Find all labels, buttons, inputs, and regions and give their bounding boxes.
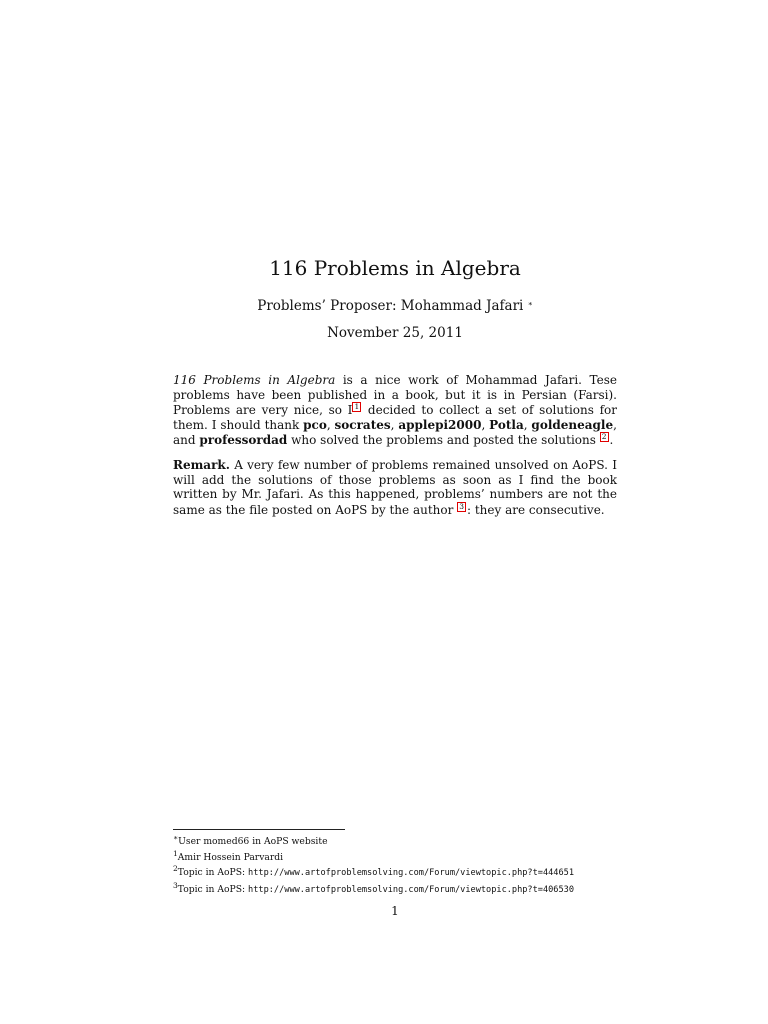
footnote-mark: 1	[173, 848, 178, 858]
thanks-user-3: applepi2000	[398, 417, 482, 432]
separator: ,	[481, 417, 490, 432]
document-title: 116 Problems in Algebra	[269, 256, 521, 280]
thanks-user-2: socrates	[334, 417, 391, 432]
separator: , and	[173, 417, 617, 448]
page-number: 1	[391, 904, 399, 918]
thanks-user-4: Potla	[489, 417, 524, 432]
footnote-ref-3[interactable]: 3	[459, 501, 464, 511]
author-line	[0, 298, 768, 314]
footnote-ref-1[interactable]: 1	[354, 402, 360, 412]
footnote-item	[173, 848, 633, 864]
thanks-user-1: pco	[303, 417, 327, 432]
author-name: Problems’ Proposer: Mohammad Jafari	[257, 298, 524, 314]
separator: ,	[523, 417, 532, 432]
separator: ,	[390, 417, 399, 432]
footnotes	[173, 832, 633, 896]
thanks-user-6: professordad	[199, 433, 288, 448]
intro-text-c: who solved the problems and posted the solutions	[287, 433, 596, 448]
footnote-mark: 2	[173, 864, 178, 873]
footnote-text: Topic in AoPS:	[177, 867, 249, 878]
thanks-user-5: goldeneagle	[531, 417, 614, 432]
footnote-url-link[interactable]: http://www.artofproblemsolving.com/Forum/viewtopic.php?t=444651	[248, 868, 575, 878]
remark-label: Remark.	[173, 458, 230, 472]
footnote-text: Topic in AoPS:	[177, 883, 249, 895]
author-footnote-mark: ∗	[527, 299, 533, 308]
footnote-mark: ∗	[173, 833, 179, 842]
intro-text-d: .	[609, 433, 614, 448]
intro-paragraph	[173, 373, 617, 448]
separator: ,	[326, 417, 335, 432]
footnote-item	[173, 863, 633, 880]
remark-text-a: A very few number of problems remained unsolved on AoPS. I will add the solutions of those problems as soon as I find the book written by Mr. Jafari. As this happened, problems’ numbers are not the same as the file posted on AoPS by the author	[173, 458, 617, 517]
footnote-item	[173, 832, 633, 848]
intro-text-a: is a nice work of Mohammad Jafari. Tese problems have been published in a book, but it is in Persian (Farsi). Problems are very nice, so I	[173, 373, 617, 418]
footnote-divider	[173, 829, 345, 830]
footnote-url-link[interactable]: http://www.artofproblemsolving.com/Forum/viewtopic.php?t=406530	[248, 884, 575, 895]
remark-text-b: : they are consecutive.	[466, 502, 605, 517]
footnote-text: Amir Hossein Parvardi	[177, 851, 284, 863]
document-date: November 25, 2011	[327, 325, 463, 341]
remark-paragraph	[173, 458, 617, 517]
footnote-ref-2[interactable]: 2	[601, 432, 607, 442]
book-title-italic: 116 Problems in Algebra	[173, 373, 336, 387]
intro-text-b: decided to collect a set of solutions for them. I should thank	[173, 403, 617, 432]
footnote-item	[173, 880, 633, 897]
footnote-mark: 3	[173, 880, 178, 890]
footnote-text: User momed66 in AoPS website	[178, 836, 328, 847]
